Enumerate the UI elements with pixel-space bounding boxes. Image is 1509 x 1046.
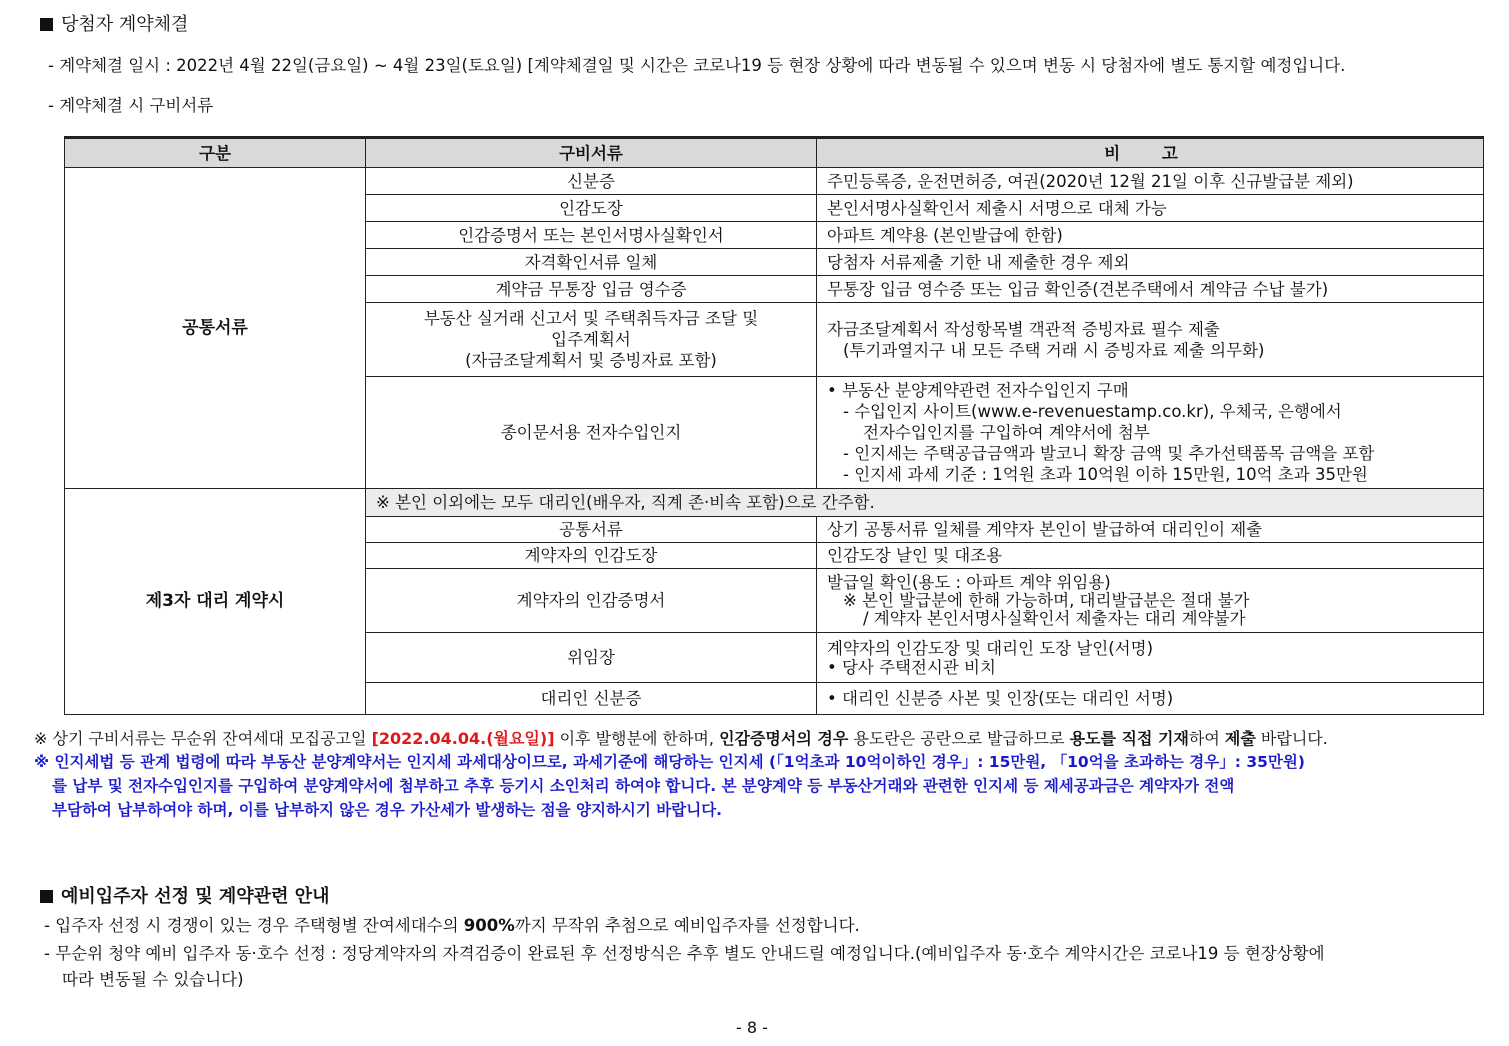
note-cell-cert: [817, 569, 1484, 633]
required-documents-table: [64, 136, 1484, 715]
note-line: / 계약자 본인서명사실확인서 제출자는 대리 계약불가: [863, 608, 1246, 628]
note-text: 하여: [1188, 729, 1225, 748]
doc-line: 입주계획서: [551, 330, 631, 349]
note-line: 전자수입인지를 구입하여 계약서에 첨부: [863, 423, 1150, 442]
section-title-contract: [40, 10, 188, 36]
section-title-waitlist: [40, 882, 330, 908]
note-text: 용도란은 공란으로 발급하므로: [848, 729, 1070, 748]
third-party-note: ※ 본인 이외에는 모두 대리인(배우자, 직계 존·비속 포함)으로 간주함.: [366, 489, 1484, 517]
note-line: - 수입인지 사이트(www.e-revenuestamp.co.kr), 우체국, 은행에서: [843, 402, 1342, 421]
doc-cell: 신분증: [366, 168, 817, 195]
doc-cell-funding: [366, 303, 817, 377]
contract-date-line: - 계약체결 일시 : 2022년 4월 22일(금요일) ~ 4월 23일(토요일) [계약체결일 및 시간은 코로나19 등 현장 상황에 따라 변동될 수 있으며 변동 시 당첨자에 별도 통지할 예정입니다.: [48, 56, 1346, 75]
line-text: 까지 무작위 추첨으로 예비입주자를 선정합니다.: [514, 916, 860, 935]
note-line: • 부동산 분양계약관련 전자수입인지 구매: [827, 381, 1129, 400]
doc-cell: 자격확인서류 일체: [366, 249, 817, 276]
doc-cell-cert: 계약자의 인감증명서: [366, 569, 817, 633]
group-third-party: 제3자 대리 계약시: [65, 489, 366, 715]
notice-date: [2022.04.04.(월요일)]: [371, 729, 555, 748]
section-title-text: 당첨자 계약체결: [61, 14, 189, 35]
header-remarks: 비 고: [817, 138, 1484, 168]
table-row: [65, 168, 1484, 195]
waitlist-line3: 따라 변동될 수 있습니다): [62, 970, 244, 989]
doc-cell: 계약자의 인감도장: [366, 543, 817, 569]
page-number: - 8 -: [736, 1018, 768, 1037]
note-text-bold: 용도를 직접 기재: [1069, 729, 1189, 748]
doc-cell-agent-id: 대리인 신분증: [366, 683, 817, 715]
note-text-bold: 인감증명서의 경우: [719, 729, 849, 748]
waitlist-line1: [44, 912, 860, 936]
square-bullet-icon: [40, 890, 53, 903]
note-cell-stamp: [817, 377, 1484, 489]
note-text: 이후 발행분에 한하며,: [554, 729, 720, 748]
note-cell: 인감도장 날인 및 대조용: [817, 543, 1484, 569]
doc-cell: 인감증명서 또는 본인서명사실확인서: [366, 222, 817, 249]
note-cell: 아파트 계약용 (본인발급에 한함): [817, 222, 1484, 249]
stamp-tax-note-line2: 를 납부 및 전자수입인지를 구입하여 분양계약서에 첨부하고 추후 등기시 소인처리 하여야 합니다. 본 분양계약 등 부동산거래와 관련한 인지세 등 제세공과금은 계약자가 전액: [52, 777, 1235, 795]
section-title-text: 예비입주자 선정 및 계약관련 안내: [61, 886, 330, 907]
note-line: ※ 본인 발급분에 한해 가능하며, 대리발급분은 절대 불가: [843, 590, 1250, 610]
note-line: - 인지세 과세 기준 : 1억원 초과 10억원 이하 15만원, 10억 초과 35만원: [843, 465, 1368, 484]
doc-line: (자금조달계획서 및 증빙자료 포함): [465, 351, 717, 370]
waitlist-line2: - 무순위 청약 예비 입주자 동·호수 선정 : 정당계약자의 자격검증이 완료된 후 선정방식은 추후 별도 안내드릴 예정입니다.(예비입주자 동·호수 계약시간은 코로나19 등 현장상황에: [44, 944, 1325, 963]
note-line: (투기과열지구 내 모든 주택 거래 시 증빙자료 제출 의무화): [843, 340, 1265, 360]
note-line: 자금조달계획서 작성항목별 객관적 증빙자료 필수 제출: [827, 319, 1220, 339]
note-cell: 상기 공통서류 일체를 계약자 본인이 발급하여 대리인이 제출: [817, 517, 1484, 543]
doc-line: 부동산 실거래 신고서 및 주택취득자금 조달 및: [423, 309, 759, 328]
note-line: 계약자의 인감도장 및 대리인 도장 날인(서명): [827, 638, 1154, 658]
doc-cell: 계약금 무통장 입금 영수증: [366, 276, 817, 303]
header-category: 구분: [65, 138, 366, 168]
note-cell: 본인서명사실확인서 제출시 서명으로 대체 가능: [817, 195, 1484, 222]
note-line: • 당사 주택전시관 비치: [827, 657, 996, 677]
required-docs-line: - 계약체결 시 구비서류: [48, 96, 214, 115]
square-bullet-icon: [40, 18, 53, 31]
note-line: - 인지세는 주택공급금액과 발코니 확장 금액 및 추가선택품목 금액을 포함: [843, 444, 1375, 463]
note-cell-agent-id: • 대리인 신분증 사본 및 인장(또는 대리인 서명): [817, 683, 1484, 715]
doc-cell: 공통서류: [366, 517, 817, 543]
header-documents: 구비서류: [366, 138, 817, 168]
doc-cell: 인감도장: [366, 195, 817, 222]
note-cell: 주민등록증, 운전면허증, 여권(2020년 12월 21일 이후 신규발급분 제외): [817, 168, 1484, 195]
line-text: - 입주자 선정 시 경쟁이 있는 경우 주택형별 잔여세대수의: [44, 916, 464, 935]
note-line: 발급일 확인(용도 : 아파트 계약 위임용): [827, 572, 1111, 592]
note-text-bold: 제출: [1224, 729, 1256, 748]
note-cell: 무통장 입금 영수증 또는 입금 확인증(견본주택에서 계약금 수납 불가): [817, 276, 1484, 303]
group-common-docs: 공통서류: [65, 168, 366, 489]
line-text-bold: 900%: [463, 916, 515, 935]
stamp-tax-note-line3: 부담하여 납부하여야 하며, 이를 납부하지 않은 경우 가산세가 발생하는 점을 양지하시기 바랍니다.: [52, 801, 723, 819]
note-text: 바랍니다.: [1255, 729, 1328, 748]
note-cell-funding: [817, 303, 1484, 377]
stamp-tax-note-line1: ※ 인지세법 등 관계 법령에 따라 부동산 분양계약서는 인지세 과세대상이므로, 과세기준에 해당하는 인지세 (「1억초과 10억이하인 경우」: 15만원, 「10억을 초과하는 경우」: 35만원): [34, 753, 1305, 771]
table-row: [65, 489, 1484, 517]
note-text: ※ 상기 구비서류는 무순위 잔여세대 모집공고일: [34, 729, 372, 748]
doc-cell-stamp: 종이문서용 전자수입인지: [366, 377, 817, 489]
table-header-row: [65, 138, 1484, 168]
note-cell-proxy: [817, 633, 1484, 683]
doc-cell-proxy: 위임장: [366, 633, 817, 683]
note-validity: [34, 726, 1328, 749]
note-cell: 당첨자 서류제출 기한 내 제출한 경우 제외: [817, 249, 1484, 276]
